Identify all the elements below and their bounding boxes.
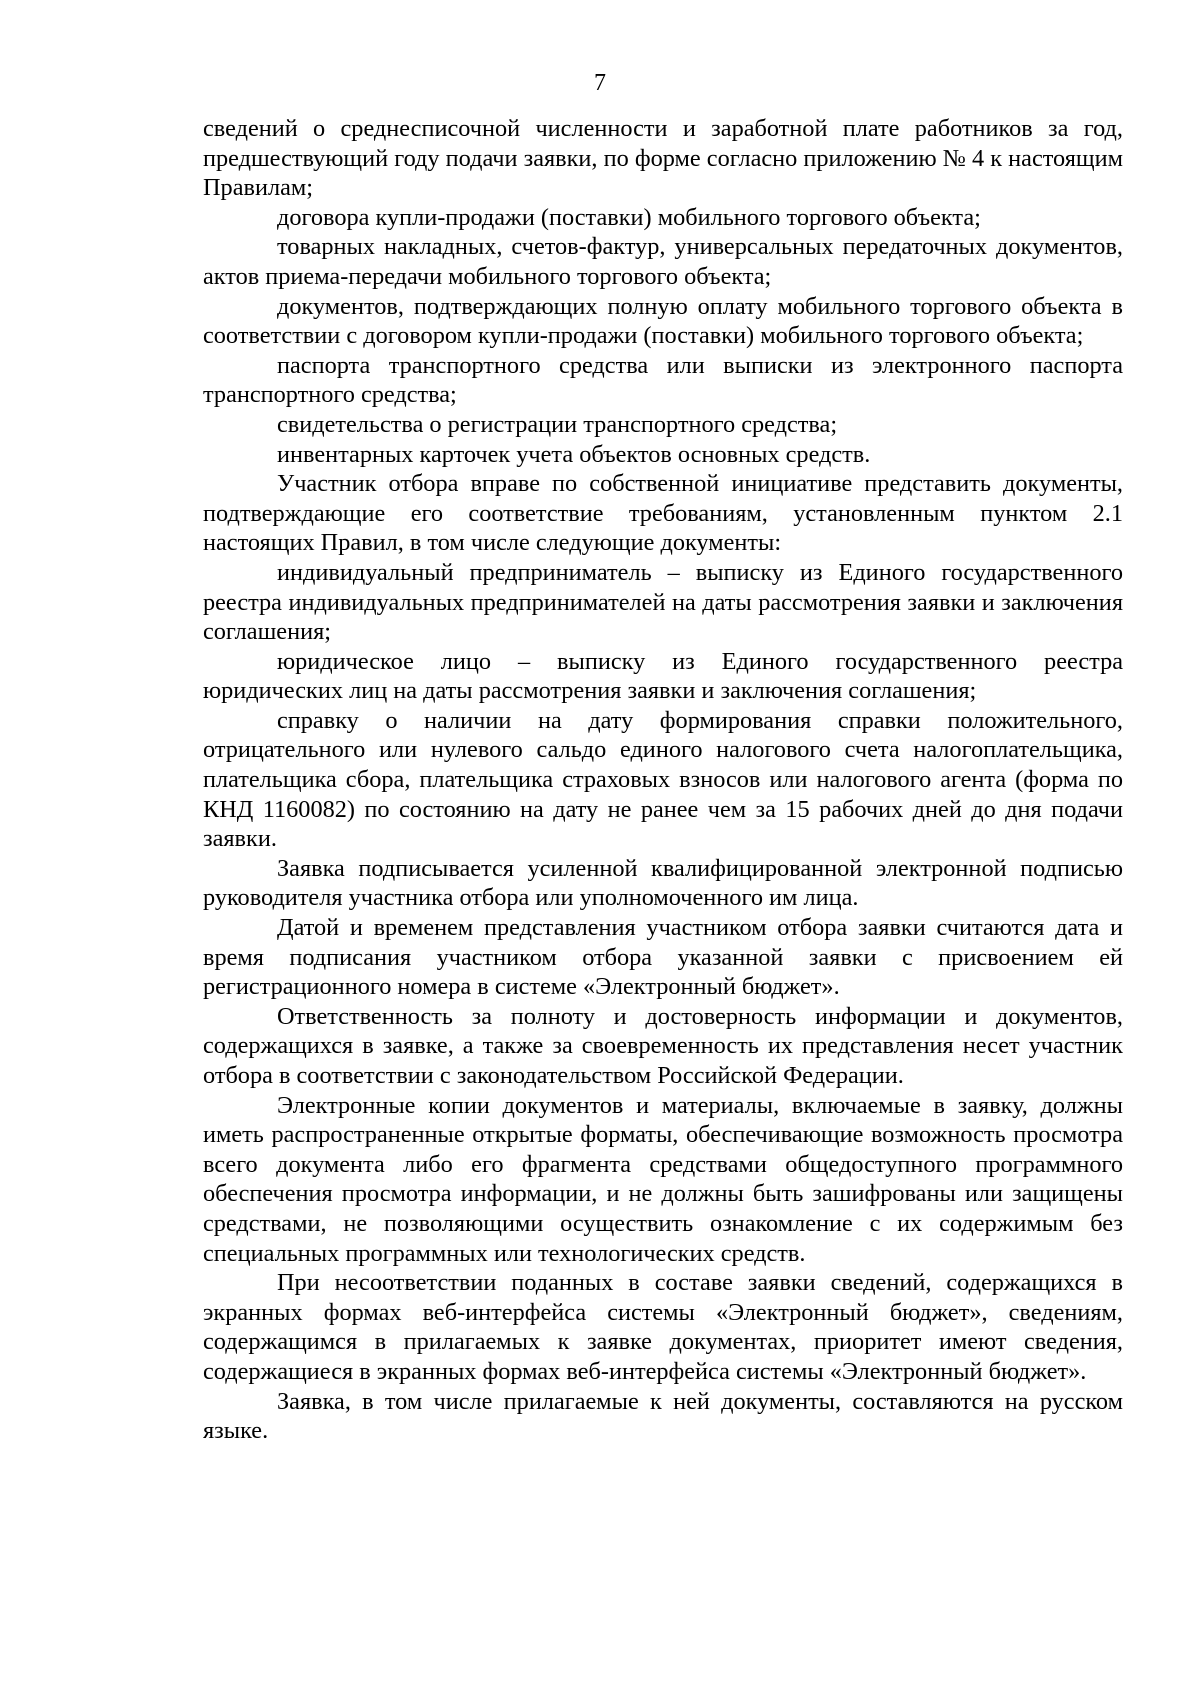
paragraph: Ответственность за полноту и достоверность информации и документов, содержащихся в заявке, а также за своевременность их представления несет участник отбора в соответствии с законодательством Российской Федерации. <box>203 1002 1123 1089</box>
paragraph: документов, подтверждающих полную оплату мобильного торгового объекта в соответствии с договором купли-продажи (поставки) мобильного торгового объекта; <box>203 292 1123 350</box>
paragraph: свидетельства о регистрации транспортного средства; <box>277 410 838 438</box>
paragraph: договора купли-продажи (поставки) мобильного торгового объекта; <box>277 203 981 231</box>
paragraph: индивидуальный предприниматель – выписку из Единого государственного реестра индивидуальных предпринимателей на даты рассмотрения заявки и заключения соглашения; <box>203 558 1123 646</box>
paragraph: сведений о среднесписочной численности и заработной плате работников за год, предшествующий году подачи заявки, по форме согласно приложению № 4 к настоящим Правилам; <box>203 115 1123 202</box>
paragraph: Заявка, в том числе прилагаемые к ней документы, составляются на русском языке. <box>203 1387 1123 1445</box>
paragraph: паспорта транспортного средства или выписки из электронного паспорта транспортного средства; <box>203 351 1123 409</box>
paragraph: справку о наличии на дату формирования справки положительного, отрицательного или нулевого сальдо единого налогового счета налогоплательщика, плательщика сбора, плательщика страховых взносов или налогового агента (форма по КНД 1160082) по состоянию на дату не ранее чем за 15 рабочих дней до дня подачи заявки. <box>203 706 1123 853</box>
page-number: 7 <box>594 70 606 96</box>
paragraph: товарных накладных, счетов-фактур, универсальных передаточных документов, актов приема-передачи мобильного торгового объекта; <box>203 233 1123 290</box>
paragraph: Заявка подписывается усиленной квалифицированной электронной подписью руководителя участника отбора или уполномоченного им лица. <box>203 854 1123 912</box>
paragraph: Датой и временем представления участником отбора заявки считаются дата и время подписания участником отбора указанной заявки с присвоением ей регистрационного номера в системе «Электронный бюджет». <box>203 914 1123 1001</box>
paragraph: юридическое лицо – выписку из Единого государственного реестра юридических лиц на даты рассмотрения заявки и заключения соглашения; <box>203 647 1123 705</box>
document-body <box>203 114 1123 1446</box>
paragraph: Участник отбора вправе по собственной инициативе представить документы, подтверждающие его соответствие требованиям, установленным пунктом 2.1 настоящих Правил, в том числе следующие документы: <box>203 470 1123 557</box>
paragraph: При несоответствии поданных в составе заявки сведений, содержащихся в экранных формах веб-интерфейса системы «Электронный бюджет», сведениям, содержащимся в прилагаемых к заявке документах, приоритет имеют сведения, содержащиеся в экранных формах веб-интерфейса системы «Электронный бюджет». <box>203 1269 1123 1385</box>
paragraph: инвентарных карточек учета объектов основных средств. <box>277 440 871 468</box>
paragraph: Электронные копии документов и материалы, включаемые в заявку, должны иметь распространенные открытые форматы, обеспечивающие возможность просмотра всего документа либо его фрагмента средствами общедоступного программного обеспечения просмотра информации, и не должны быть зашифрованы или защищены средствами, не позволяющими осуществить ознакомление с их содержимым без специальных программных или технологических средств. <box>203 1091 1123 1267</box>
